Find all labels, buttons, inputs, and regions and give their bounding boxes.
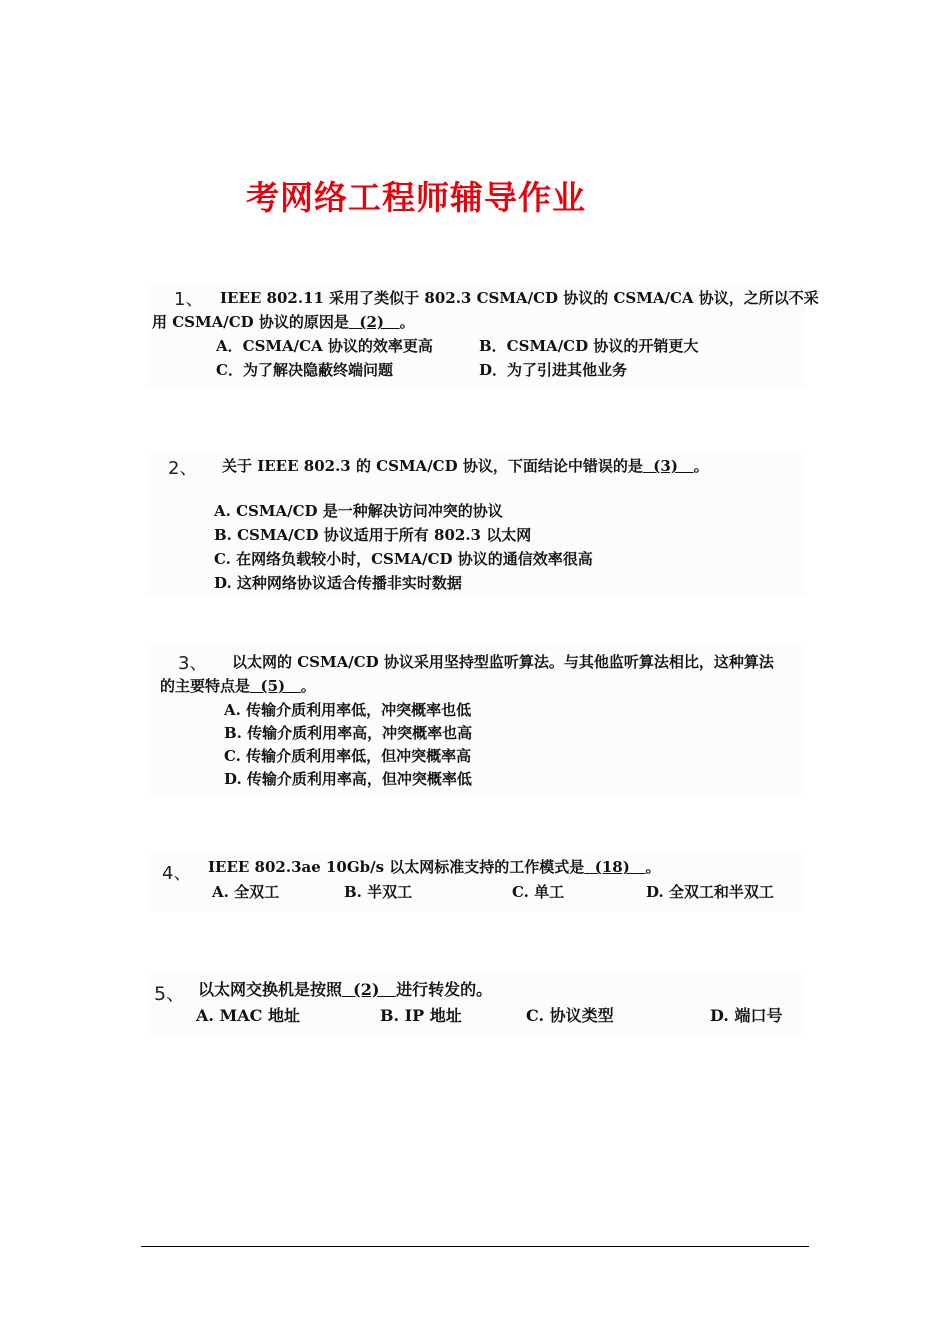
- option-b: B．CSMA/CD 协议的开销更大: [479, 337, 699, 355]
- option-d: D. 全双工和半双工: [646, 883, 774, 901]
- option-a: A. MAC 地址: [196, 1006, 300, 1025]
- question-text-pre: 以太网交换机是按照: [198, 980, 343, 999]
- option-b: B. 半双工: [344, 883, 413, 901]
- question-text-post: 进行转发的。: [396, 980, 493, 999]
- question-text-line2: [152, 310, 415, 334]
- question-5: [146, 974, 806, 1034]
- footer-divider: [141, 1246, 809, 1247]
- option-d: D．为了引进其他业务: [479, 361, 628, 379]
- question-text-post: 。: [693, 457, 709, 475]
- question-text-post: 。: [645, 858, 661, 876]
- question-text-post: 。: [300, 677, 316, 695]
- answer-blank: (2): [359, 313, 384, 331]
- question-text-line1: [222, 454, 709, 478]
- question-1: [146, 282, 819, 388]
- option-a: A. CSMA/CD 是一种解决访问冲突的协议: [214, 502, 503, 520]
- option-b: B. CSMA/CD 协议适用于所有 802.3 以太网: [214, 526, 532, 544]
- answer-blank: (3): [653, 457, 678, 475]
- option-b: B. 传输介质利用率高，冲突概率也高: [224, 724, 473, 742]
- option-a: A. 全双工: [212, 883, 280, 901]
- question-number: 1、: [174, 289, 204, 310]
- option-c: C．为了解决隐蔽终端问题: [216, 361, 393, 379]
- question-number: 4、: [162, 863, 192, 884]
- option-b: B. IP 地址: [380, 1006, 462, 1025]
- option-c: C. 单工: [512, 883, 565, 901]
- question-text-line1: 以太网的 CSMA/CD 协议采用坚持型监听算法。与其他监听算法相比，这种算法: [232, 653, 774, 671]
- option-a: A．CSMA/CA 协议的效率更高: [216, 337, 433, 355]
- question-2: [146, 450, 806, 595]
- question-number: 2、: [168, 458, 198, 479]
- question-4: [146, 850, 806, 912]
- question-number: 3、: [178, 653, 208, 674]
- question-text-line1: IEEE 802.11 采用了类似于 802.3 CSMA/CD 协议的 CSMA/CA 协议，之所以不采: [220, 289, 819, 307]
- option-a: A. 传输介质利用率低，冲突概率也低: [224, 701, 472, 719]
- question-text-line1: [198, 978, 492, 1002]
- question-text-post: 。: [399, 313, 415, 331]
- question-text-pre: 关于 IEEE 802.3 的 CSMA/CD 协议，下面结论中错误的是: [222, 457, 643, 475]
- page-title: 考网络工程师辅导作业: [246, 178, 586, 217]
- option-c: C. 协议类型: [526, 1006, 614, 1025]
- question-text-pre: IEEE 802.3ae 10Gb/s 以太网标准支持的工作模式是: [208, 858, 585, 876]
- option-c: C. 在网络负载较小时，CSMA/CD 协议的通信效率很高: [214, 550, 593, 568]
- option-d: D. 传输介质利用率高，但冲突概率低: [224, 770, 472, 788]
- question-3: [146, 646, 806, 794]
- question-text-line1: [208, 855, 661, 879]
- answer-blank: (2): [353, 980, 380, 999]
- question-number: 5、: [154, 983, 186, 1005]
- question-text-line2: [160, 674, 316, 698]
- option-d: D. 这种网络协议适合传播非实时数据: [214, 574, 462, 592]
- answer-blank: (5): [260, 677, 286, 695]
- answer-blank: (18): [594, 858, 630, 876]
- option-d: D. 端口号: [710, 1006, 783, 1025]
- question-text-pre: 用 CSMA/CD 协议的原因是: [152, 313, 349, 331]
- option-c: C. 传输介质利用率低，但冲突概率高: [224, 747, 472, 765]
- question-text-pre: 的主要特点是: [160, 677, 251, 695]
